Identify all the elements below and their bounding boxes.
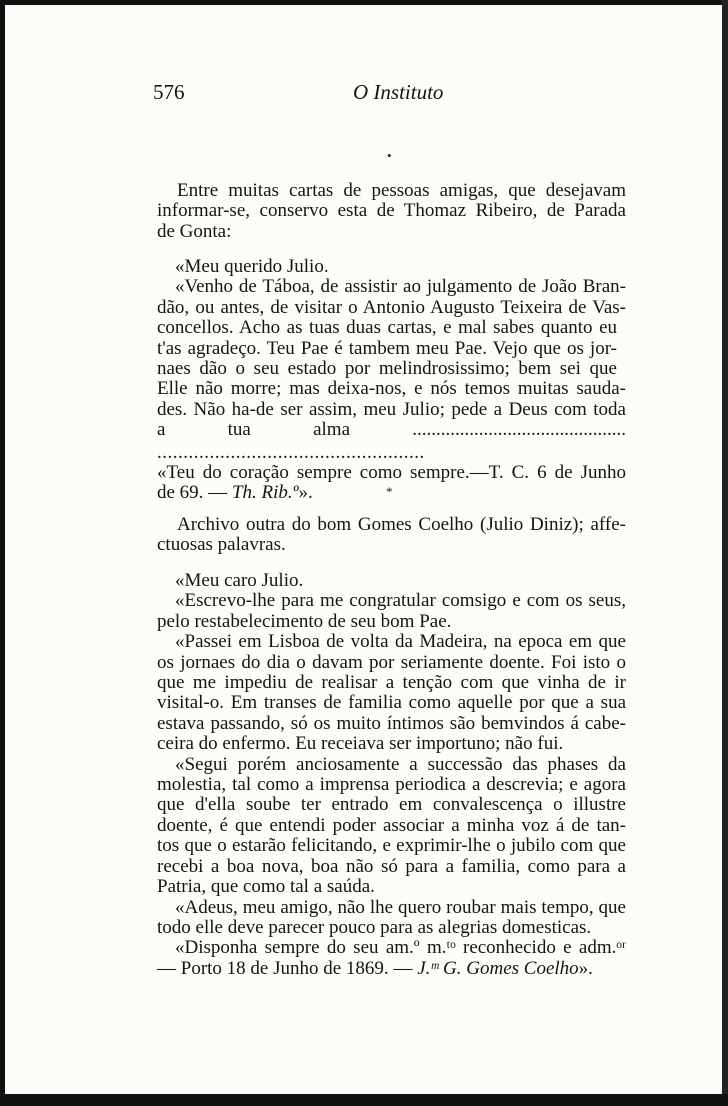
letter-closing: «Teu do coração sempre como sempre.—T. C. 6 de Junho xyxy=(157,462,626,484)
section-ornament-middle: * xyxy=(386,484,393,499)
text-line: molestia, tal como a imprensa periodica a descrevia; e agora xyxy=(157,774,626,796)
text-line: estava passando, só os muito íntimos são bemvindos á cabe- xyxy=(157,712,626,734)
letter-gomes-coelho xyxy=(157,571,644,979)
text-line: todo elle deve parecer pouco para as alegrias domesticas. xyxy=(157,916,592,938)
dotted-line: ................................................... xyxy=(157,442,425,463)
closing-date: de 69. — xyxy=(157,482,232,504)
text-line: de Gonta: xyxy=(157,220,232,242)
page-edge-left xyxy=(0,0,5,1106)
text-line: visital-o. Em transes de familia como aquelle por que a sua xyxy=(157,692,626,714)
page-edge-right xyxy=(722,0,728,1106)
letter-greeting: «Meu querido Julio. xyxy=(175,256,329,277)
text-line: t'as agradeço. Teu Pae é tambem meu Pae. Vejo que os jor- xyxy=(157,337,617,359)
text-line: «Venho de Táboa, de assistir ao julgamento de João Bran- xyxy=(175,276,626,298)
running-title: O Instituto xyxy=(353,80,444,104)
intro-paragraph-1 xyxy=(157,181,626,242)
text-line: dão, ou antes, de visitar o Antonio Augusto Teixeira de Vas- xyxy=(157,296,626,318)
page-edge-bottom xyxy=(0,1094,728,1106)
text-line: ctuosas palavras. xyxy=(157,534,286,556)
page-number: 576 xyxy=(153,80,185,104)
text-line: os jornaes do dia o davam por seriamente doente. Foi isto o xyxy=(157,651,626,673)
text-line: «Segui porém anciosamente a successão das phases da xyxy=(175,753,626,775)
letter-closing: «Disponha sempre do seu am.º m.ᵗᵒ reconhecido e adm.ᵒʳ xyxy=(175,937,626,959)
text-line: informar-se, conservo esta de Thomaz Ribeiro, de Parada xyxy=(157,200,626,222)
signature: Th. Rib.º xyxy=(231,482,299,504)
text-line: que d'ella soube ter entrado em convalescença o illustre xyxy=(157,794,626,816)
letter-closing-line xyxy=(157,959,626,979)
text-line: recebi a boa nova, boa não só para a familia, como para a xyxy=(157,855,626,877)
text-line: naes dão o seu estado por melindrosissimo; bem sei que xyxy=(157,358,617,380)
text-line: doente, é que entendi poder associar a minha voz á de tan- xyxy=(157,814,626,836)
text-line: tos que o estarão felicitando, e exprimir-lhe o jubilo com que xyxy=(157,835,626,857)
text-line: Elle não morre; mas deixa-nos, e nós temos muitas sauda- xyxy=(157,378,626,400)
text-line: a tua alma ............................................. xyxy=(157,420,626,441)
text-line: pelo restabelecimento de seu bom Pae. xyxy=(157,610,452,632)
text-line: des. Não ha-de ser assim, meu Julio; pede a Deus com toda xyxy=(157,398,626,420)
signature: J.ᵐ G. Gomes Coelho xyxy=(417,957,579,979)
closing-mark: ». xyxy=(298,482,313,504)
text-line: que me impediu de realisar a tenção com que vinha de ir xyxy=(157,672,626,694)
page-edge-top xyxy=(0,0,728,5)
intro-paragraph-2 xyxy=(157,515,626,556)
text-line: concellos. Acho as tuas duas cartas, e mal sabes quanto eu xyxy=(157,317,617,339)
text-line: «Passei em Lisboa de volta da Madeira, na epoca em que xyxy=(175,631,626,653)
text-line: «Adeus, meu amigo, não lhe quero roubar mais tempo, que xyxy=(175,896,626,918)
letter-greeting: «Meu caro Julio. xyxy=(175,570,304,591)
letter-thomaz-ribeiro xyxy=(157,257,644,504)
text-line: Entre muitas cartas de pessoas amigas, que desejavam xyxy=(177,180,626,201)
text-line: ceira do enfermo. Eu receiava ser importuno; não fui. xyxy=(157,733,564,755)
closing-date: — Porto 18 de Junho de 1869. — xyxy=(157,957,418,979)
text-line: «Escrevo-lhe para me congratular comsigo e com os seus, xyxy=(175,590,626,612)
text-line: Patria, que como tal a saúda. xyxy=(157,876,375,898)
closing-mark: ». xyxy=(578,957,593,979)
section-ornament-top: • xyxy=(387,148,392,163)
text-line: Archivo outra do bom Gomes Coelho (Julio Diniz); affe- xyxy=(177,514,626,535)
